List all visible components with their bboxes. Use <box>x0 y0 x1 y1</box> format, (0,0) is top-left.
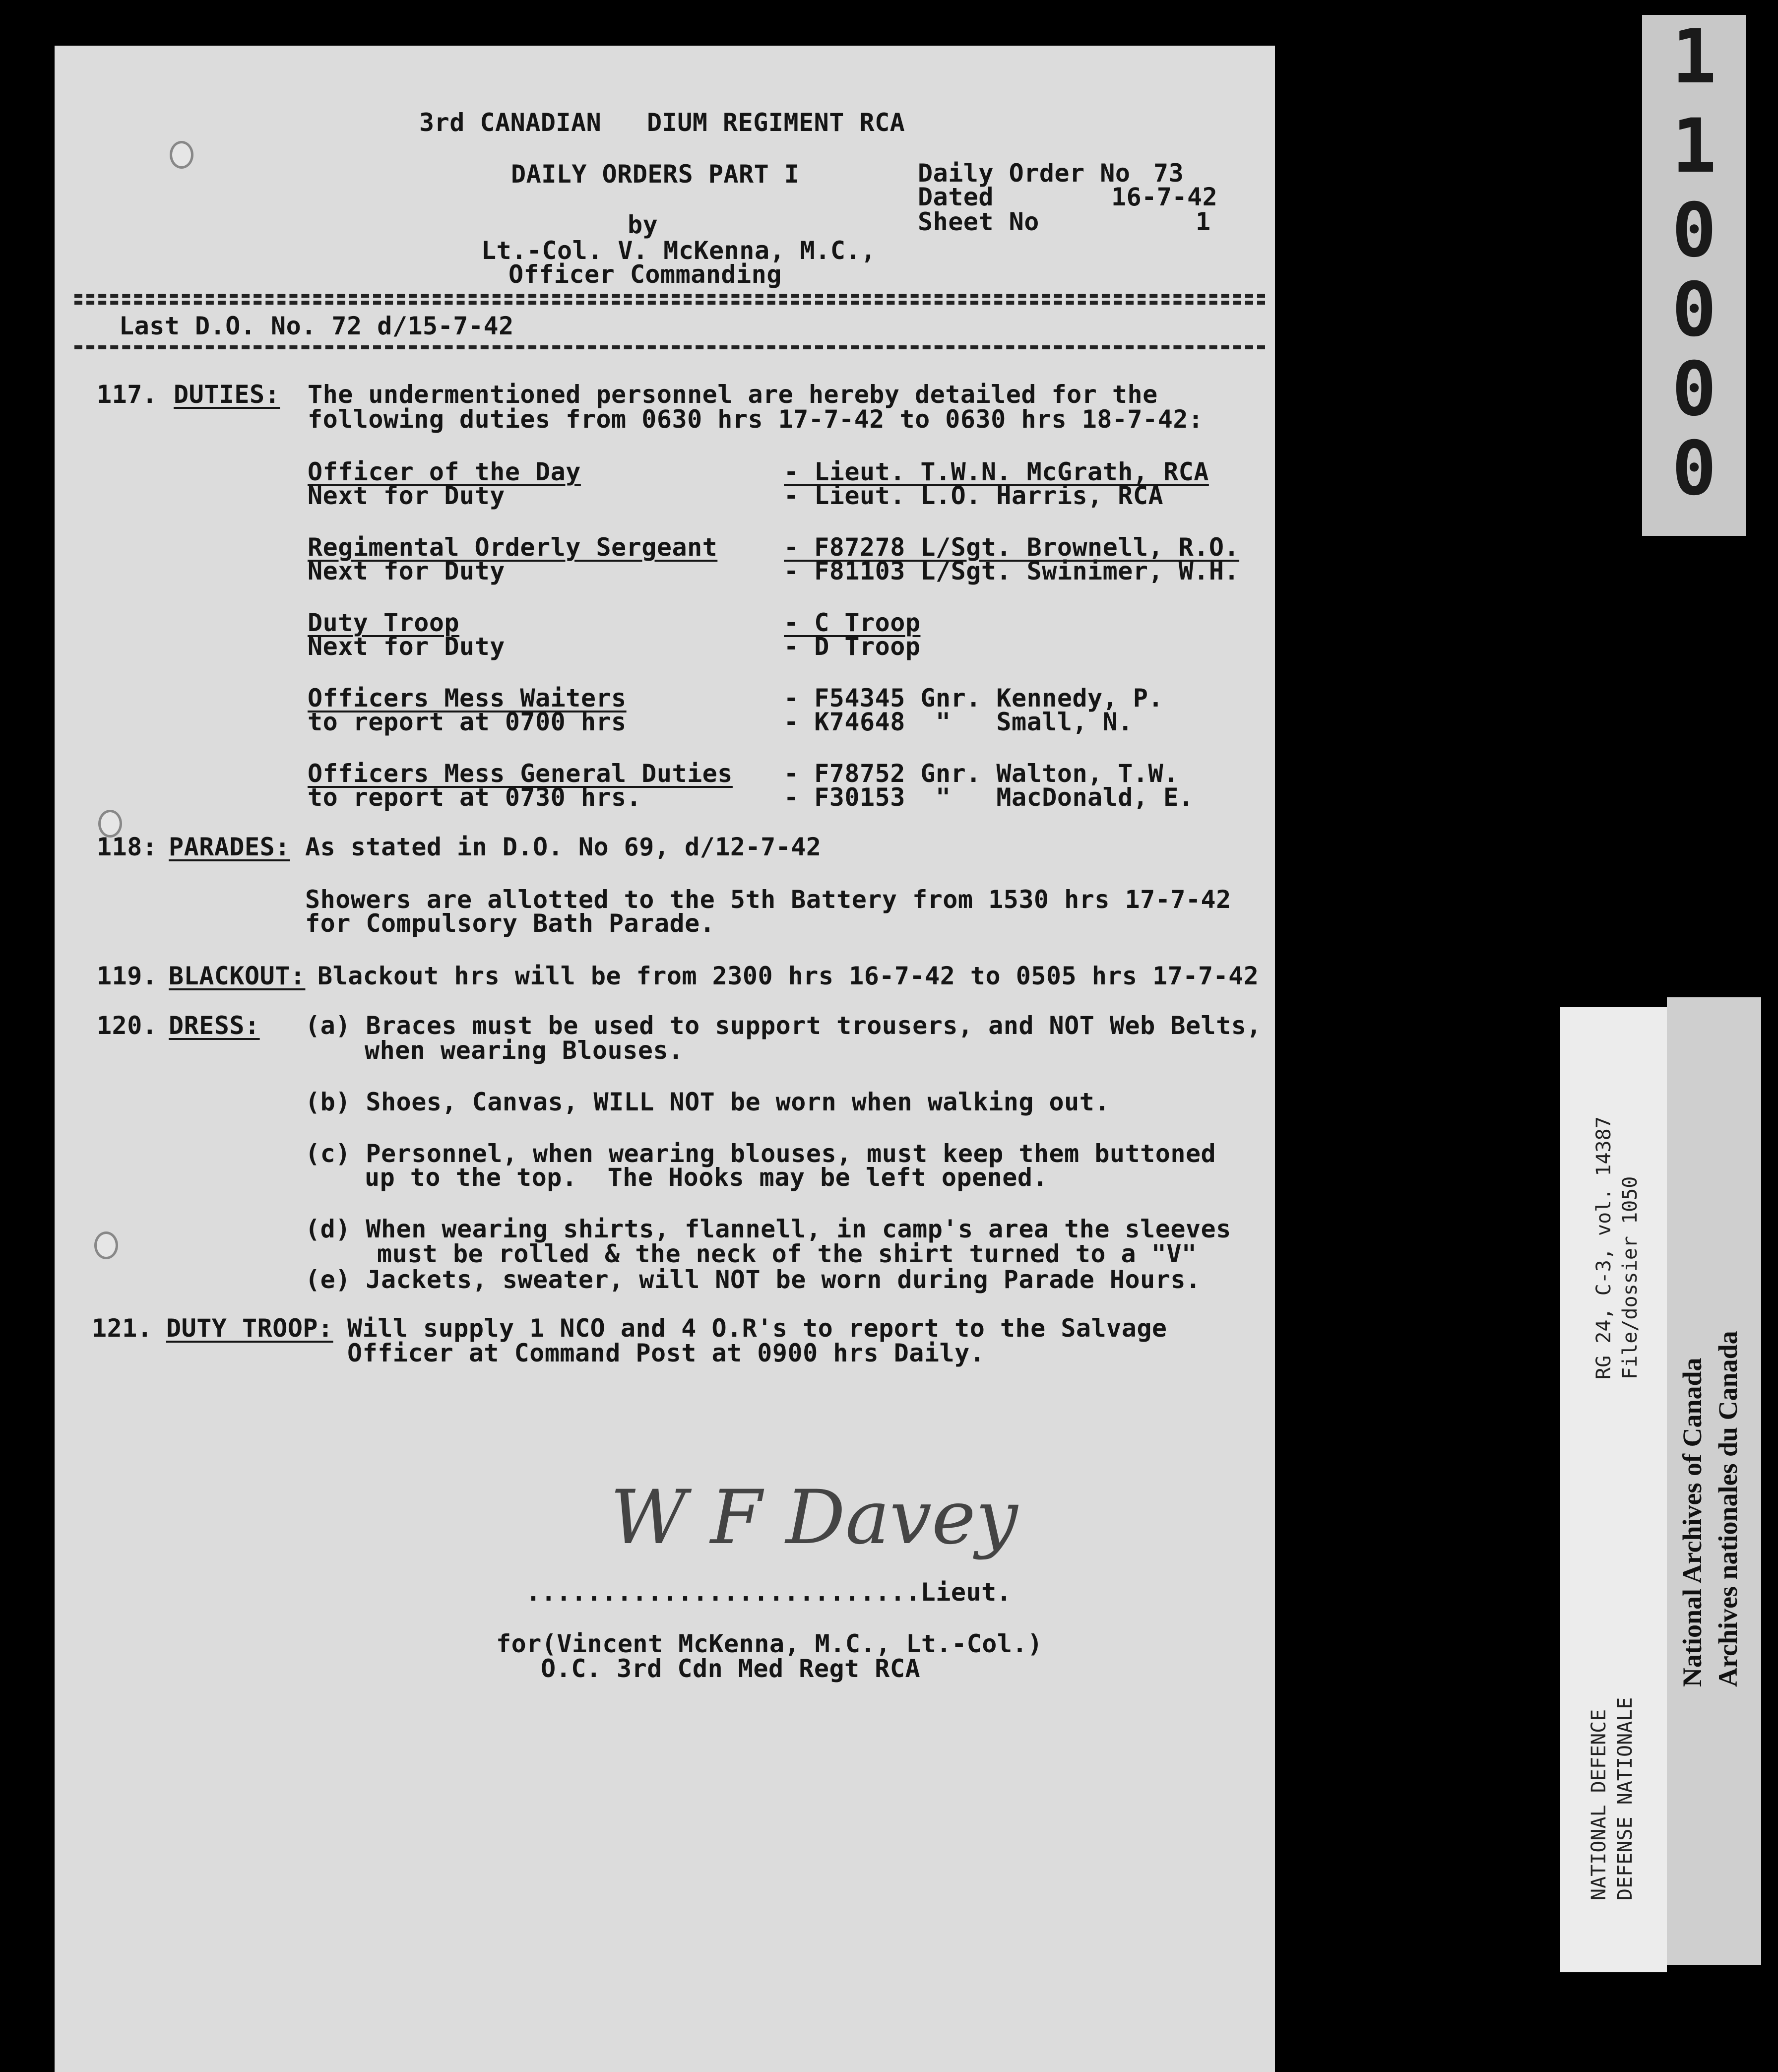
signature-oc: O.C. 3rd Cdn Med Regt RCA <box>541 1654 921 1683</box>
by-text: by <box>628 210 658 239</box>
duty-troop-text: Officer at Command Post at 0900 hrs Daily. <box>347 1339 985 1367</box>
sheet-value: 1 <box>1196 207 1211 236</box>
duty-assignee: - F87278 L/Sgt. Brownell, R.O. <box>784 533 1240 562</box>
duty-assignee: - F78752 Gnr. Walton, T.W. <box>784 759 1179 788</box>
item-number: 121. <box>92 1314 153 1343</box>
item-number: 117. <box>97 380 158 409</box>
duty-next: to report at 0730 hrs. <box>308 783 642 812</box>
duty-next: Next for Duty <box>308 557 505 585</box>
duty-next-assignee: - Lieut. L.O. Harris, RCA <box>784 481 1164 510</box>
frame-digit: 1 <box>1671 103 1717 190</box>
frame-digit: 0 <box>1671 426 1717 512</box>
duty-next: Next for Duty <box>308 632 505 661</box>
item-number: 120. <box>97 1011 158 1040</box>
blackout-heading: BLACKOUT: <box>169 962 306 990</box>
duty-title: Duty Troop <box>308 608 460 637</box>
unit-name: 3rd CANADIAN DIUM REGIMENT RCA <box>419 108 905 137</box>
dress-item: up to the top. The Hooks may be left opened. <box>365 1163 1048 1192</box>
duties-heading: DUTIES: <box>174 380 280 409</box>
duty-title: Officers Mess General Duties <box>308 759 733 788</box>
archive-name: National Archives of Canada <box>1677 1358 1707 1687</box>
item-number: 119. <box>97 962 158 990</box>
department-line: DEFENSE NATIONALE <box>1614 1697 1637 1900</box>
sheet-label: Sheet No <box>918 207 1039 236</box>
parades-text: As stated in D.O. No 69, d/12-7-42 <box>305 833 822 861</box>
document-page <box>55 46 1275 2072</box>
reference-line: File/dossier 1050 <box>1619 1176 1642 1379</box>
frame-digit: 0 <box>1671 346 1717 433</box>
reference-line: RG 24, C-3, vol. 14387 <box>1592 1116 1615 1379</box>
last-order: Last D.O. No. 72 d/15-7-42 <box>119 312 514 340</box>
punch-hole <box>94 1231 118 1259</box>
dress-item: (a) Braces must be used to support trousers, and NOT Web Belts, <box>305 1011 1262 1040</box>
duty-assignee: - F54345 Gnr. Kennedy, P. <box>784 684 1164 712</box>
signed-by: Lt.-Col. V. McKenna, M.C., <box>481 236 876 265</box>
dress-item: must be rolled & the neck of the shirt turned to a "V" <box>377 1239 1197 1268</box>
dated-value: 16-7-42 <box>1111 183 1218 211</box>
order-no: 73 <box>1153 159 1184 188</box>
parades-heading: PARADES: <box>169 833 290 861</box>
divider <box>74 294 1265 298</box>
frame-digit: 1 <box>1671 14 1717 100</box>
duty-title: Officer of the Day <box>308 457 581 486</box>
dress-item: when wearing Blouses. <box>365 1036 684 1065</box>
orders-title: DAILY ORDERS PART I <box>511 160 800 189</box>
parades-note: Showers are allotted to the 5th Battery from 1530 hrs 17-7-42 <box>305 885 1231 914</box>
department-line: NATIONAL DEFENCE <box>1588 1709 1610 1900</box>
duties-intro: The undermentioned personnel are hereby detailed for the <box>308 380 1158 409</box>
archive-reference-label <box>1560 1007 1667 1972</box>
punch-hole <box>170 141 193 169</box>
frame-digit: 0 <box>1671 267 1717 353</box>
divider <box>74 301 1265 305</box>
archive-name: Archives nationales du Canada <box>1713 1331 1743 1687</box>
dress-heading: DRESS: <box>169 1011 260 1040</box>
duty-troop-heading: DUTY TROOP: <box>166 1314 333 1343</box>
divider <box>74 345 1265 349</box>
duty-next-assignee: - D Troop <box>784 632 921 661</box>
dress-item: (e) Jackets, sweater, will NOT be worn during Parade Hours. <box>305 1265 1201 1294</box>
duty-next-assignee: - F81103 L/Sgt. Swinimer, W.H. <box>784 557 1240 585</box>
blackout-text: Blackout hrs will be from 2300 hrs 16-7-42 to 0505 hrs 17-7-42 <box>318 962 1259 990</box>
commander-role: Officer Commanding <box>508 260 782 289</box>
duty-next: Next for Duty <box>308 481 505 510</box>
dress-item: (c) Personnel, when wearing blouses, must keep them buttoned <box>305 1139 1216 1168</box>
dress-item: (d) When wearing shirts, flannell, in camp's area the sleeves <box>305 1215 1231 1243</box>
handwritten-signature: W F Davey <box>610 1475 1018 1561</box>
duty-title: Officers Mess Waiters <box>308 684 627 712</box>
frame-digit: 0 <box>1671 188 1717 274</box>
duty-next: to report at 0700 hrs <box>308 708 627 736</box>
duties-intro: following duties from 0630 hrs 17-7-42 to 0630 hrs 18-7-42: <box>308 405 1204 434</box>
dated-label: Dated <box>918 183 994 211</box>
item-number: 118: <box>97 833 158 861</box>
frame-number-strip <box>1642 15 1746 536</box>
signature-for: for(Vincent McKenna, M.C., Lt.-Col.) <box>496 1629 1043 1658</box>
duty-troop-text: Will supply 1 NCO and 4 O.R's to report to the Salvage <box>347 1314 1167 1343</box>
archive-name-label <box>1667 997 1761 1965</box>
parades-note: for Compulsory Bath Parade. <box>305 909 715 938</box>
signature-line: ..........................Lieut. <box>526 1578 1012 1607</box>
duty-assignee: - C Troop <box>784 608 921 637</box>
duty-title: Regimental Orderly Sergeant <box>308 533 718 562</box>
duty-next-assignee: - F30153 " MacDonald, E. <box>784 783 1194 812</box>
duty-assignee: - Lieut. T.W.N. McGrath, RCA <box>784 457 1209 486</box>
order-no-label: Daily Order No <box>918 159 1131 188</box>
duty-next-assignee: - K74648 " Small, N. <box>784 708 1133 736</box>
dress-item: (b) Shoes, Canvas, WILL NOT be worn when walking out. <box>305 1088 1110 1116</box>
